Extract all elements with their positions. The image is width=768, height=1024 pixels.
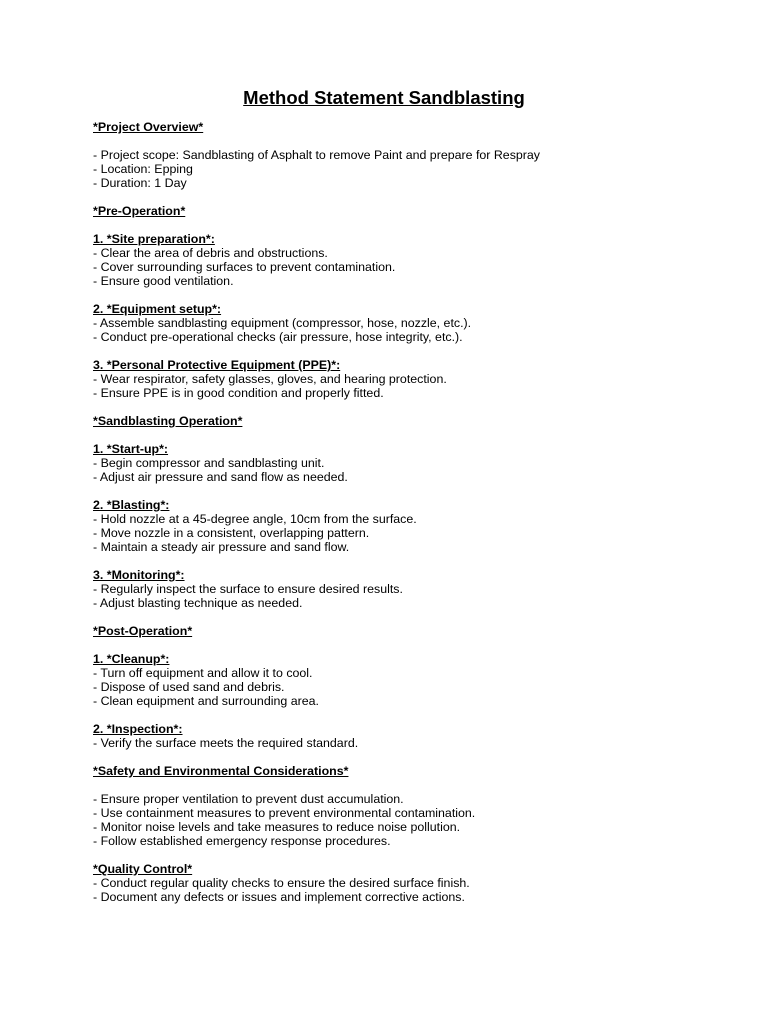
step-heading-equipment-setup: 2. *Equipment setup*: bbox=[93, 302, 222, 316]
list-item: - Cover surrounding surfaces to prevent contamination. bbox=[93, 260, 396, 274]
step-heading-inspection: 2. *Inspection*: bbox=[93, 722, 183, 736]
spacer bbox=[93, 484, 713, 498]
list-item: - Maintain a steady air pressure and sand flow. bbox=[93, 540, 350, 554]
list-item: - Conduct regular quality checks to ensure the desired surface finish. bbox=[93, 876, 470, 890]
spacer bbox=[93, 400, 713, 414]
list-item: - Document any defects or issues and implement corrective actions. bbox=[93, 890, 465, 904]
spacer bbox=[93, 708, 713, 722]
step-heading-monitoring: 3. *Monitoring*: bbox=[93, 568, 185, 582]
list-item: - Location: Epping bbox=[93, 162, 193, 176]
section-heading-safety: *Safety and Environmental Considerations* bbox=[93, 764, 349, 778]
list-item: - Project scope: Sandblasting of Asphalt to remove Paint and prepare for Respray bbox=[93, 148, 541, 162]
spacer bbox=[93, 134, 713, 148]
list-item: - Turn off equipment and allow it to cool. bbox=[93, 666, 313, 680]
spacer bbox=[93, 610, 713, 624]
list-item: - Begin compressor and sandblasting unit. bbox=[93, 456, 325, 470]
document-title: Method Statement Sandblasting bbox=[243, 87, 525, 108]
section-heading-quality-control: *Quality Control* bbox=[93, 862, 193, 876]
step-heading-start-up: 1. *Start-up*: bbox=[93, 442, 169, 456]
list-item: - Hold nozzle at a 45-degree angle, 10cm from the surface. bbox=[93, 512, 417, 526]
spacer bbox=[93, 848, 713, 862]
step-heading-cleanup: 1. *Cleanup*: bbox=[93, 652, 170, 666]
section-heading-post-operation: *Post-Operation* bbox=[93, 624, 193, 638]
list-item: - Follow established emergency response procedures. bbox=[93, 834, 391, 848]
step-heading-blasting: 2. *Blasting*: bbox=[93, 498, 170, 512]
spacer bbox=[93, 638, 713, 652]
list-item: - Verify the surface meets the required standard. bbox=[93, 736, 359, 750]
spacer bbox=[93, 344, 713, 358]
spacer bbox=[93, 750, 713, 764]
step-heading-site-preparation: 1. *Site preparation*: bbox=[93, 232, 215, 246]
section-heading-pre-operation: *Pre-Operation* bbox=[93, 204, 186, 218]
list-item: - Clean equipment and surrounding area. bbox=[93, 694, 319, 708]
list-item: - Duration: 1 Day bbox=[93, 176, 187, 190]
spacer bbox=[93, 554, 713, 568]
step-heading-ppe: 3. *Personal Protective Equipment (PPE)*: bbox=[93, 358, 341, 372]
list-item: - Ensure PPE is in good condition and properly fitted. bbox=[93, 386, 384, 400]
list-item: - Conduct pre-operational checks (air pressure, hose integrity, etc.). bbox=[93, 330, 463, 344]
list-item: - Wear respirator, safety glasses, gloves, and hearing protection. bbox=[93, 372, 447, 386]
list-item: - Regularly inspect the surface to ensure desired results. bbox=[93, 582, 403, 596]
list-item: - Adjust air pressure and sand flow as needed. bbox=[93, 470, 348, 484]
list-item: - Move nozzle in a consistent, overlapping pattern. bbox=[93, 526, 370, 540]
spacer bbox=[93, 288, 713, 302]
list-item: - Assemble sandblasting equipment (compressor, hose, nozzle, etc.). bbox=[93, 316, 472, 330]
list-item: - Monitor noise levels and take measures to reduce noise pollution. bbox=[93, 820, 461, 834]
section-heading-sandblasting-operation: *Sandblasting Operation* bbox=[93, 414, 243, 428]
list-item: - Dispose of used sand and debris. bbox=[93, 680, 285, 694]
spacer bbox=[93, 778, 713, 792]
list-item: - Use containment measures to prevent environmental contamination. bbox=[93, 806, 476, 820]
spacer bbox=[93, 428, 713, 442]
list-item: - Adjust blasting technique as needed. bbox=[93, 596, 303, 610]
spacer bbox=[93, 218, 713, 232]
section-heading-project-overview: *Project Overview* bbox=[93, 120, 204, 134]
list-item: - Ensure good ventilation. bbox=[93, 274, 234, 288]
document-body bbox=[93, 120, 713, 904]
list-item: - Ensure proper ventilation to prevent dust accumulation. bbox=[93, 792, 404, 806]
spacer bbox=[93, 190, 713, 204]
list-item: - Clear the area of debris and obstructions. bbox=[93, 246, 328, 260]
